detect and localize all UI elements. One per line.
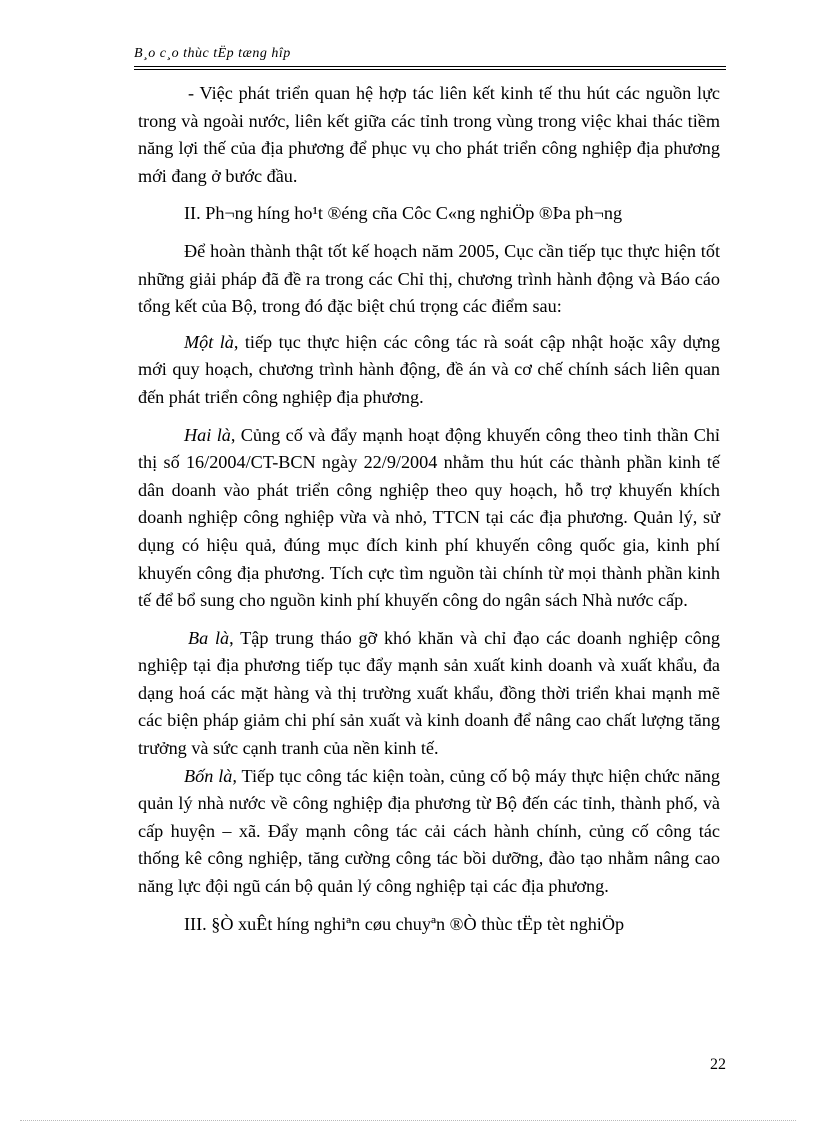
paragraph-text: , Tập trung tháo gỡ khó khăn và chỉ đạo các doanh nghiệp công nghiệp tại địa phương tiếp tục đẩy mạnh sản xuất kinh doanh và xuất khẩu, đa dạng hoá các mặt hàng và thị trường xuất khẩu, đồng thời triển khai mạnh mẽ các biện pháp giảm chi phí sản xuất và kinh doanh để nâng cao chất lượng tăng trưởng và sức cạnh tranh của nền kinh tế.: [138, 627, 720, 759]
page-edge-rule: [20, 1120, 796, 1121]
paragraph: [138, 329, 720, 412]
paragraph-lead: Một là: [184, 331, 234, 352]
running-header: B¸o c¸o thùc tËp tæng hîp: [134, 46, 291, 61]
section-heading: III. §Ò xuÊt híng nghiªn cøu chuyªn ®Ò thùc tËp tèt nghiÖp: [184, 913, 625, 934]
paragraph-text: Tiếp tục công tác kiện toàn, củng cố bộ máy thực hiện chức năng quản lý nhà nước về công nghiệp địa phương từ Bộ đến các tỉnh, thành phố, và cấp huyện – xã. Đẩy mạnh công tác cải cách hành chính, củng cố công tác thống kê công nghiệp, tăng cường công tác bồi dưỡng, đào tạo nhằm nâng cao năng lực đội ngũ cán bộ quản lý công nghiệp tại các địa phương.: [138, 765, 720, 897]
header-rule: [134, 66, 726, 67]
paragraph-text: , tiếp tục thực hiện các công tác rà soát cập nhật hoặc xây dựng mới quy hoạch, chương trình hành động, đề án và cơ chế chính sách liên quan đến phát triển công nghiệp địa phương.: [138, 331, 720, 407]
section-heading: II. Ph¬ng híng ho¹t ®éng cña Côc C«ng nghiÖp ®Þa ph¬ng: [184, 203, 623, 224]
paragraph-lead: Ba là: [188, 627, 230, 648]
paragraph: Để hoàn thành thật tốt kế hoạch năm 2005, Cục cần tiếp tục thực hiện tốt những giải pháp đã đề ra trong các Chỉ thị, chương trình hành động và Báo cáo tổng kết của Bộ, trong đó đặc biệt chú trọng các điểm sau:: [138, 240, 720, 317]
page-number: 22: [710, 1056, 726, 1073]
paragraph-text: , Củng cố và đẩy mạnh hoạt động khuyến công theo tinh thần Chỉ thị số 16/2004/CT-BCN ngày 22/9/2004 nhằm thu hút các thành phần kinh tế dân doanh vào phát triển công nghiệp theo quy hoạch, hỗ trợ khuyến khích doanh nghiệp công nghiệp vừa và nhỏ, TTCN tại các địa phương. Quản lý, sử dụng có hiệu quả, đúng mục đích kinh phí khuyến công quốc gia, kinh phí khuyến công địa phương. Tích cực tìm nguồn tài chính từ mọi thành phần kinh tế để bổ sung cho nguồn kinh phí khuyến công do ngân sách Nhà nước cấp.: [138, 424, 720, 611]
paragraph-lead: Bốn là,: [184, 765, 237, 786]
header-rule: [134, 69, 726, 70]
paragraph: - Việc phát triển quan hệ hợp tác liên kết kinh tế thu hút các nguồn lực trong và ngoài nước, liên kết giữa các tỉnh trong vùng trong việc khai thác tiềm năng lợi thế của địa phương để phục vụ cho phát triển công nghiệp địa phương mới đang ở bước đầu.: [138, 83, 720, 186]
paragraph-lead: Hai là: [184, 424, 231, 445]
paragraph: [138, 625, 720, 763]
paragraph: [138, 422, 720, 615]
document-body: [138, 80, 720, 938]
paragraph: [138, 763, 720, 901]
